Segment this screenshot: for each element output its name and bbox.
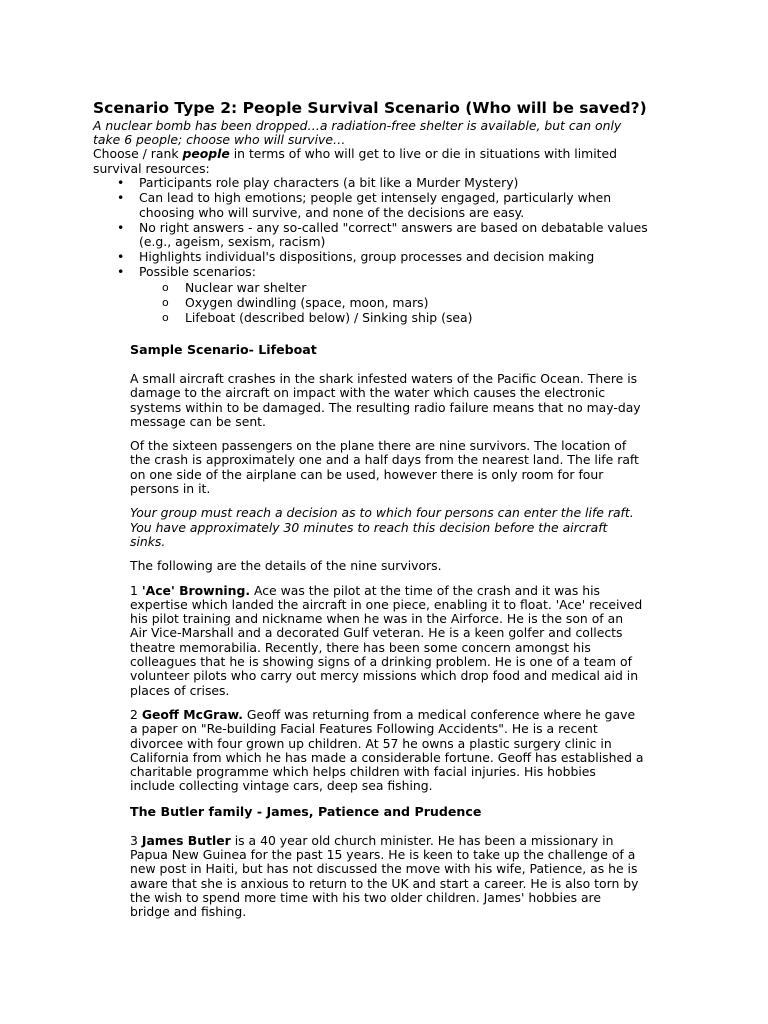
paragraph-line: a paper on "Re-building Facial Features Following Accidents". He is a recent <box>130 721 598 737</box>
survivor-number: 1 <box>130 582 142 598</box>
paragraph-line: You have approximately 30 minutes to reach this decision before the aircraft <box>130 519 608 535</box>
intro-text <box>93 119 693 147</box>
paragraph-line: sinks. <box>130 533 166 549</box>
paragraph-line: the crash is approximately one and a half days from the nearest land. The life raft <box>130 452 639 468</box>
sub-list-item <box>139 295 693 310</box>
circle-bullet-icon: o <box>162 311 169 325</box>
paragraph-line: new post in Haiti, but has not discussed the move with his wife, Patience, as he is <box>130 861 638 877</box>
survivor-name: James Butler <box>141 832 231 848</box>
list-item <box>93 265 693 325</box>
paragraph-line: California from which he has made a considerable fortune. Geoff has established a <box>130 749 644 765</box>
bullet-icon: • <box>117 249 125 265</box>
paragraph-line: charitable programme which helps children with facial injuries. His hobbies <box>130 764 596 780</box>
list-item-text: choosing who will survive, and none of the decisions are easy. <box>139 204 525 220</box>
survivor-name: Geoff McGraw. <box>141 706 243 722</box>
sub-list-item-text: Oxygen dwindling (space, moon, mars) <box>185 295 429 311</box>
bullet-icon: • <box>117 174 125 190</box>
ace-browning-paragraph <box>130 584 678 698</box>
choose-line-2: survival resources: <box>93 160 210 176</box>
sub-list-item-text: Nuclear war shelter <box>185 280 307 296</box>
paragraph-line: is a 40 year old church minister. He has been a missionary in <box>230 832 614 848</box>
paragraph-line: places of crises. <box>130 682 230 698</box>
document-title: Scenario Type 2: People Survival Scenario (Who will be saved?) <box>93 99 647 117</box>
paragraph-line: Your group must reach a decision as to which four persons can enter the life raft. <box>130 505 634 521</box>
paragraph-line: colleagues that he is showing signs of a drinking problem. He is one of a team of <box>130 654 632 670</box>
sample-scenario-heading: Sample Scenario- Lifeboat <box>130 342 317 357</box>
survivors-paragraph <box>130 439 678 496</box>
list-item <box>93 176 693 191</box>
intro-line-1: A nuclear bomb has been dropped…a radiation-free shelter is available, but can only <box>93 118 622 133</box>
list-item <box>93 221 693 251</box>
paragraph-line: theatre memorabilia. Recently, there has been some concern amongst his <box>130 639 591 655</box>
choose-before: Choose / rank <box>93 146 183 162</box>
paragraph-line: include collecting vintage cars, deep sea fishing. <box>130 778 433 794</box>
bullet-icon: • <box>117 189 125 205</box>
choose-emphasis: people <box>182 146 230 162</box>
circle-bullet-icon: o <box>162 281 169 295</box>
paragraph-line: his pilot training and nickname when he was in the Airforce. He is the son of an <box>130 611 624 627</box>
paragraph-line: Papua New Guinea for the past 15 years. He is keen to take up the challenge of a <box>130 847 636 863</box>
paragraph-line: volunteer pilots who carry out mercy missions which drop food and medical aid in <box>130 668 639 684</box>
bullet-list <box>93 176 693 325</box>
paragraph-line: Geoff was returning from a medical conference where he gave <box>242 706 636 722</box>
task-paragraph <box>130 506 678 549</box>
paragraph-line: message can be sent. <box>130 413 266 429</box>
butler-family-heading: The Butler family - James, Patience and Prudence <box>130 803 482 819</box>
crash-paragraph <box>130 372 678 429</box>
james-butler-paragraph <box>130 834 678 920</box>
paragraph-line: A small aircraft crashes in the shark infested waters of the Pacific Ocean. There is <box>130 371 638 386</box>
paragraph-line: Ace was the pilot at the time of the crash and it was his <box>250 582 600 598</box>
bullet-icon: • <box>117 264 125 280</box>
bullet-icon: • <box>117 219 125 235</box>
survivor-name: 'Ace' Browning. <box>141 582 251 598</box>
choose-text <box>93 147 693 175</box>
list-item-text: (e.g., ageism, sexism, racism) <box>139 234 326 250</box>
sub-list-item <box>139 310 693 325</box>
details-intro-paragraph: The following are the details of the nine survivors. <box>130 558 442 574</box>
paragraph-line: expertise which landed the aircraft in one piece, enabling it to float. 'Ace' received <box>130 596 643 612</box>
paragraph-line: bridge and fishing. <box>130 904 247 920</box>
paragraph-line: on one side of the airplane can be used, however there is only room for four <box>130 466 604 482</box>
scenario-section <box>130 342 678 930</box>
scenario-sublist <box>139 280 693 325</box>
sub-list-item-text: Lifeboat (described below) / Sinking ship (sea) <box>185 310 473 326</box>
header-section <box>93 99 693 325</box>
list-item-text: Participants role play characters (a bit like a Murder Mystery) <box>139 174 519 190</box>
list-item <box>93 191 693 221</box>
paragraph-line: Of the sixteen passengers on the plane there are nine survivors. The location of <box>130 438 627 454</box>
geoff-mcgraw-paragraph <box>130 708 678 794</box>
survivor-number: 3 <box>130 832 142 848</box>
paragraph-line: persons in it. <box>130 481 211 497</box>
paragraph-line: Air Vice-Marshall and a decorated Gulf veteran. He is a keen golfer and collects <box>130 625 623 641</box>
choose-after: in terms of who will get to live or die in situations with limited <box>229 146 618 162</box>
intro-line-2: take 6 people; choose who will survive… <box>93 132 346 148</box>
paragraph-line: damage to the aircraft on impact with the water which causes the electronic <box>130 385 606 401</box>
paragraph-line: divorcee with four grown up children. At 57 he owns a plastic surgery clinic in <box>130 735 612 751</box>
list-item-text: No right answers - any so-called "correct" answers are based on debatable values <box>139 219 648 235</box>
list-item-text: Can lead to high emotions; people get intensely engaged, particularly when <box>139 189 612 205</box>
paragraph-line: the wish to spend more time with his two older children. James' hobbies are <box>130 889 602 905</box>
sub-list-item <box>139 280 693 295</box>
paragraph-line: systems within to be damaged. The resulting radio failure means that no may-day <box>130 399 641 415</box>
circle-bullet-icon: o <box>162 296 169 310</box>
survivor-number: 2 <box>130 706 142 722</box>
list-item <box>93 250 693 265</box>
paragraph-line: aware that she is anxious to return to the UK and start a career. He is also torn by <box>130 875 639 891</box>
list-item-text: Possible scenarios: <box>139 264 256 280</box>
list-item-text: Highlights individual's dispositions, group processes and decision making <box>139 249 595 265</box>
